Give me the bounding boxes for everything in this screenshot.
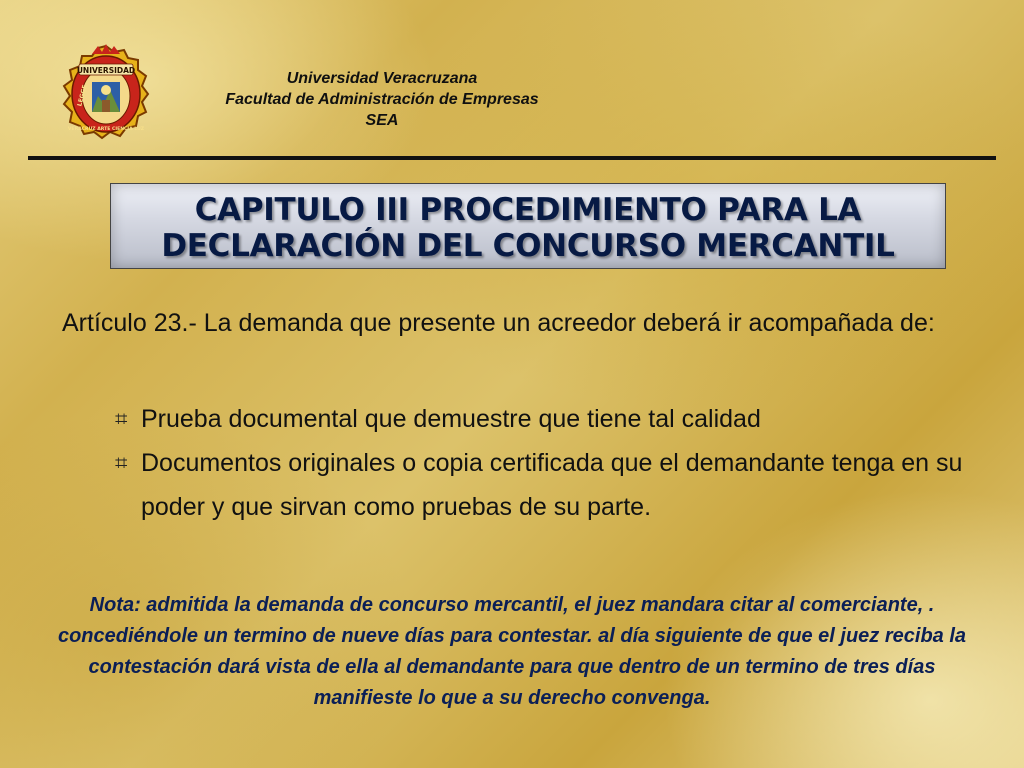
chapter-title-box [110, 183, 946, 269]
institution-header [160, 68, 604, 131]
faculty-name: Facultad de Administración de Empresas [225, 91, 539, 108]
article-text: Artículo 23.- La demanda que presente un acreedor deberá ir acompañada de: [62, 309, 935, 337]
university-name: Universidad Veracruzana [286, 70, 478, 87]
chapter-title-line-2: DECLARACIÓN DEL CONCURSO MERCANTIL [161, 228, 895, 264]
list-item-text: Documentos originales o copia certificada que el demandante tenga en su poder y que sirvan como pruebas de su parte. [141, 449, 963, 521]
header-divider [28, 156, 996, 160]
universidad-veracruzana-seal-icon [62, 44, 150, 140]
chapter-title-line-1: CAPITULO III PROCEDIMIENTO PARA LA [194, 192, 862, 228]
university-logo [62, 44, 150, 140]
logo-text-left: LEGGE [76, 84, 89, 108]
list-item-text: Prueba documental que demuestre que tiene tal calidad [141, 405, 761, 433]
list-item [115, 441, 995, 529]
logo-text-bottom: VERACRUZ ARTE CIENCIA LUZ [67, 127, 145, 132]
note-text: Nota: admitida la demanda de concurso mercantil, el juez mandara citar al comerciante, . concediéndole un termino de nueve días para contestar. al día siguiente de que el juez reciba la contestación dará vista de ella al demandante para que dentro de un termino de tres días manifieste lo que a su derecho convenga. [57, 594, 967, 709]
bullet-marker-icon: ⌗ [115, 450, 128, 475]
list-item [115, 397, 995, 441]
program-name: SEA [365, 112, 399, 129]
logo-text-top: UNIVERSIDAD [76, 66, 136, 75]
requirements-list [115, 397, 995, 529]
bullet-marker-icon: ⌗ [115, 406, 128, 431]
